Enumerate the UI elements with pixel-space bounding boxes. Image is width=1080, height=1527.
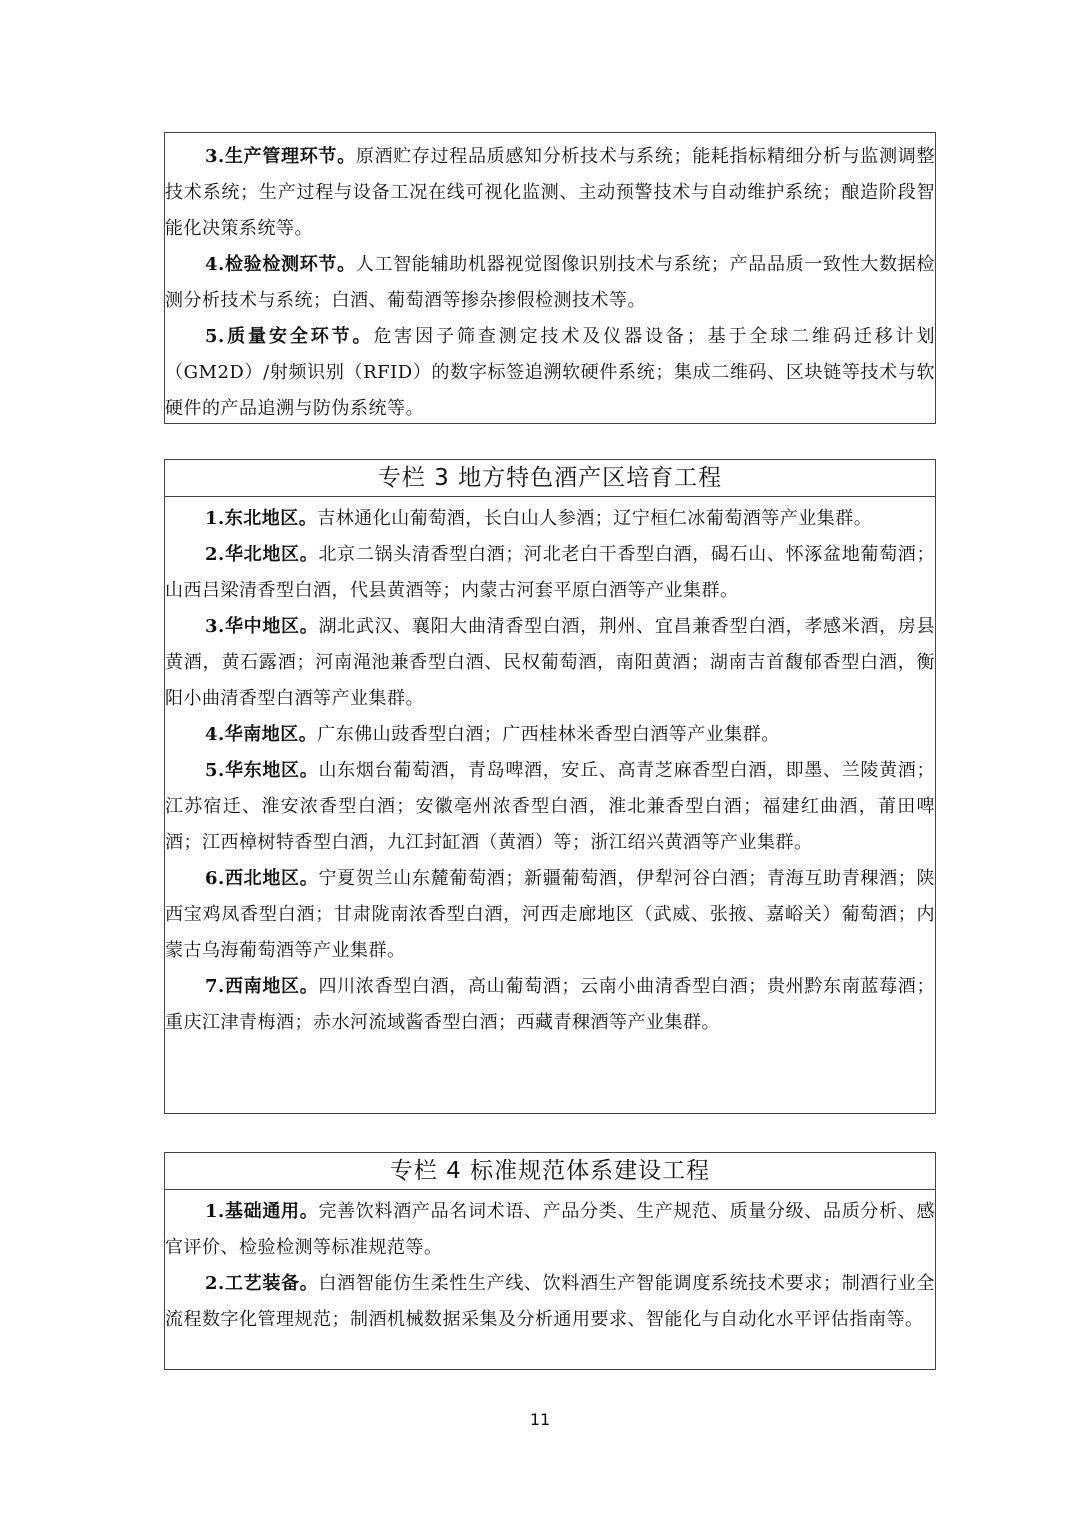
column-title: 专栏 3 地方特色酒产区培育工程 (165, 460, 935, 497)
list-item (165, 501, 935, 537)
column-title: 专栏 4 标准规范体系建设工程 (165, 1153, 935, 1190)
item-text: 原酒贮存过程品质感知分析技术与系统；能耗指标精细分析与监测调整技术系统；生产过程与设备工况在线可视化监测、主动预警技术与自动维护系统；酿造阶段智能化决策系统等。 (165, 146, 935, 239)
list-item (165, 319, 935, 427)
item-heading: 4.检验检测环节。 (205, 254, 356, 275)
item-text: 白酒智能仿生柔性生产线、饮料酒生产智能调度系统技术要求；制酒行业全流程数字化管理规范；制酒机械数据采集及分析通用要求、智能化与自动化水平评估指南等。 (165, 1273, 935, 1330)
column-box-production-links (164, 132, 936, 424)
list-item (165, 139, 935, 247)
list-item (165, 717, 935, 753)
list-item (165, 1194, 935, 1266)
item-heading: 6.西北地区。 (205, 868, 319, 889)
item-heading: 5.质量安全环节。 (205, 326, 374, 347)
column-box-4 (164, 1152, 936, 1370)
item-heading: 3.华中地区。 (205, 616, 319, 637)
page-number: 11 (529, 1410, 551, 1429)
item-text: 吉林通化山葡萄酒，长白山人参酒；辽宁桓仁冰葡萄酒等产业集群。 (317, 508, 873, 529)
item-text: 广东佛山豉香型白酒；广西桂林米香型白酒等产业集群。 (317, 724, 780, 745)
list-item (165, 609, 935, 717)
item-text: 四川浓香型白酒，高山葡萄酒；云南小曲清香型白酒；贵州黔东南蓝莓酒；重庆江津青梅酒；赤水河流域酱香型白酒；西藏青稞酒等产业集群。 (165, 976, 935, 1033)
list-item (165, 861, 935, 969)
item-text: 宁夏贺兰山东麓葡萄酒；新疆葡萄酒，伊犁河谷白酒；青海互助青稞酒；陕西宝鸡凤香型白酒；甘肃陇南浓香型白酒，河西走廊地区（武威、张掖、嘉峪关）葡萄酒；内蒙古乌海葡萄酒等产业集群。 (165, 868, 935, 961)
item-text: 完善饮料酒产品名词术语、产品分类、生产规范、质量分级、品质分析、感官评价、检验检测等标准规范等。 (165, 1201, 935, 1258)
item-heading: 5.华东地区。 (205, 760, 319, 781)
list-item (165, 969, 935, 1041)
list-item (165, 247, 935, 319)
item-text: 危害因子筛查测定技术及仪器设备；基于全球二维码迁移计划（GM2D）/射频识别（RFID）的数字标签追溯软硬件系统；集成二维码、区块链等技术与软硬件的产品追溯与防伪系统等。 (165, 326, 935, 419)
item-text: 山东烟台葡萄酒，青岛啤酒，安丘、高青芝麻香型白酒，即墨、兰陵黄酒；江苏宿迁、淮安浓香型白酒；安徽亳州浓香型白酒，淮北兼香型白酒；福建红曲酒，莆田啤酒；江西樟树特香型白酒，九江封缸酒（黄酒）等；浙江绍兴黄酒等产业集群。 (165, 760, 935, 853)
item-heading: 2.华北地区。 (205, 544, 319, 565)
list-item (165, 1266, 935, 1338)
item-text: 北京二锅头清香型白酒；河北老白干香型白酒，碣石山、怀涿盆地葡萄酒；山西吕梁清香型白酒，代县黄酒等；内蒙古河套平原白酒等产业集群。 (165, 544, 935, 601)
item-text: 人工智能辅助机器视觉图像识别技术与系统；产品品质一致性大数据检测分析技术与系统；白酒、葡萄酒等掺杂掺假检测技术等。 (165, 254, 935, 311)
item-heading: 7.西南地区。 (205, 976, 319, 997)
list-item (165, 537, 935, 609)
column-box-3 (164, 459, 936, 1114)
item-heading: 1.基础通用。 (205, 1201, 319, 1222)
item-heading: 1.东北地区。 (205, 508, 318, 529)
item-text: 湖北武汉、襄阳大曲清香型白酒，荆州、宜昌兼香型白酒，孝感米酒，房县黄酒，黄石露酒；河南渑池兼香型白酒、民权葡萄酒，南阳黄酒；湖南吉首馥郁香型白酒，衡阳小曲清香型白酒等产业集群。 (165, 616, 935, 709)
item-heading: 2.工艺装备。 (205, 1273, 319, 1294)
item-heading: 4.华南地区。 (205, 724, 318, 745)
list-item (165, 753, 935, 861)
item-heading: 3.生产管理环节。 (205, 146, 356, 167)
